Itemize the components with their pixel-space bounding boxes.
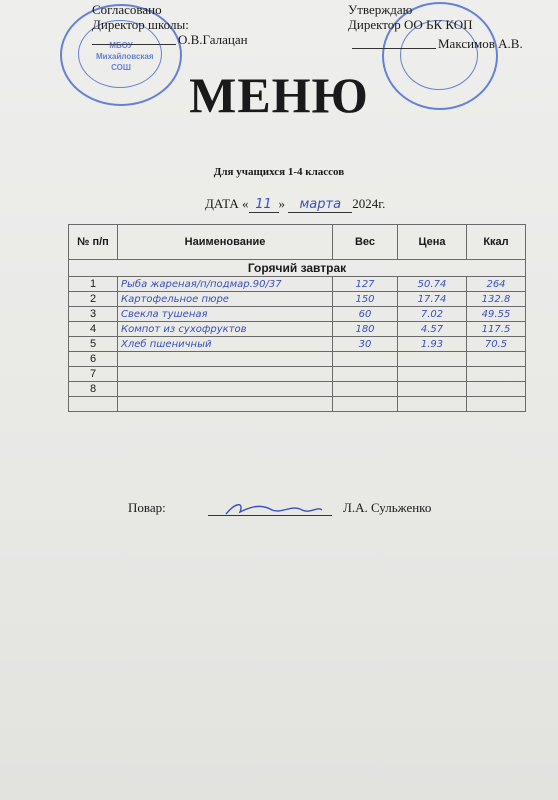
section-row: [69, 260, 526, 277]
cook-signature: [222, 500, 326, 520]
col-weight: Вес: [333, 225, 398, 260]
table-row: 6: [69, 352, 526, 367]
date-mid: »: [278, 196, 286, 211]
col-name: Наименование: [118, 225, 333, 260]
table-row: 8: [69, 382, 526, 397]
cook-label: Повар:: [128, 500, 166, 515]
date-day: 11: [249, 197, 279, 213]
table-row: 1 Рыба жареная/п/подмар.90/37 127 50.74 264: [69, 277, 526, 292]
date-prefix: ДАТА «: [205, 196, 249, 211]
confirm-label: Утверждаю: [348, 2, 413, 17]
table-row: 7: [69, 367, 526, 382]
table-header: [69, 225, 526, 260]
cook-name: Л.А. Сульженко: [343, 500, 432, 515]
menu-table: [68, 224, 526, 412]
col-price: Цена: [398, 225, 467, 260]
table-row: 5 Хлеб пшеничный 30 1.93 70.5: [69, 337, 526, 352]
section-title: Горячий завтрак: [69, 260, 526, 277]
table-row: 2 Картофельное пюре 150 17.74 132.8: [69, 292, 526, 307]
approval-block-right: [348, 2, 473, 32]
col-num: № п/п: [69, 225, 118, 260]
left-director-name: О.В.Галацан: [178, 32, 248, 47]
left-signature-line: [92, 44, 176, 45]
table-row: 4 Компот из сухофруктов 180 4.57 117.5: [69, 322, 526, 337]
table-row: [69, 397, 526, 412]
school-director-label: Директор школы:: [92, 17, 189, 32]
page-title: МЕНЮ: [189, 67, 369, 123]
director-label: Директор ОО ЬК КОП: [348, 17, 473, 32]
col-kcal: Ккал: [467, 225, 526, 260]
school-seal-left: МБОУ Михайловская СОШ: [60, 4, 182, 106]
table-row: 3 Свекла тушеная 60 7.02 49.55: [69, 307, 526, 322]
right-director-name: Максимов А.В.: [438, 36, 523, 51]
date-year: 2024г.: [352, 196, 386, 211]
approval-block-left: [92, 2, 189, 32]
subtitle: Для учащихся 1-4 классов: [213, 166, 345, 178]
right-signature-line: [352, 48, 436, 49]
date-month: марта: [288, 197, 352, 213]
date-line: [205, 196, 385, 213]
approved-label: Согласовано: [92, 2, 162, 17]
